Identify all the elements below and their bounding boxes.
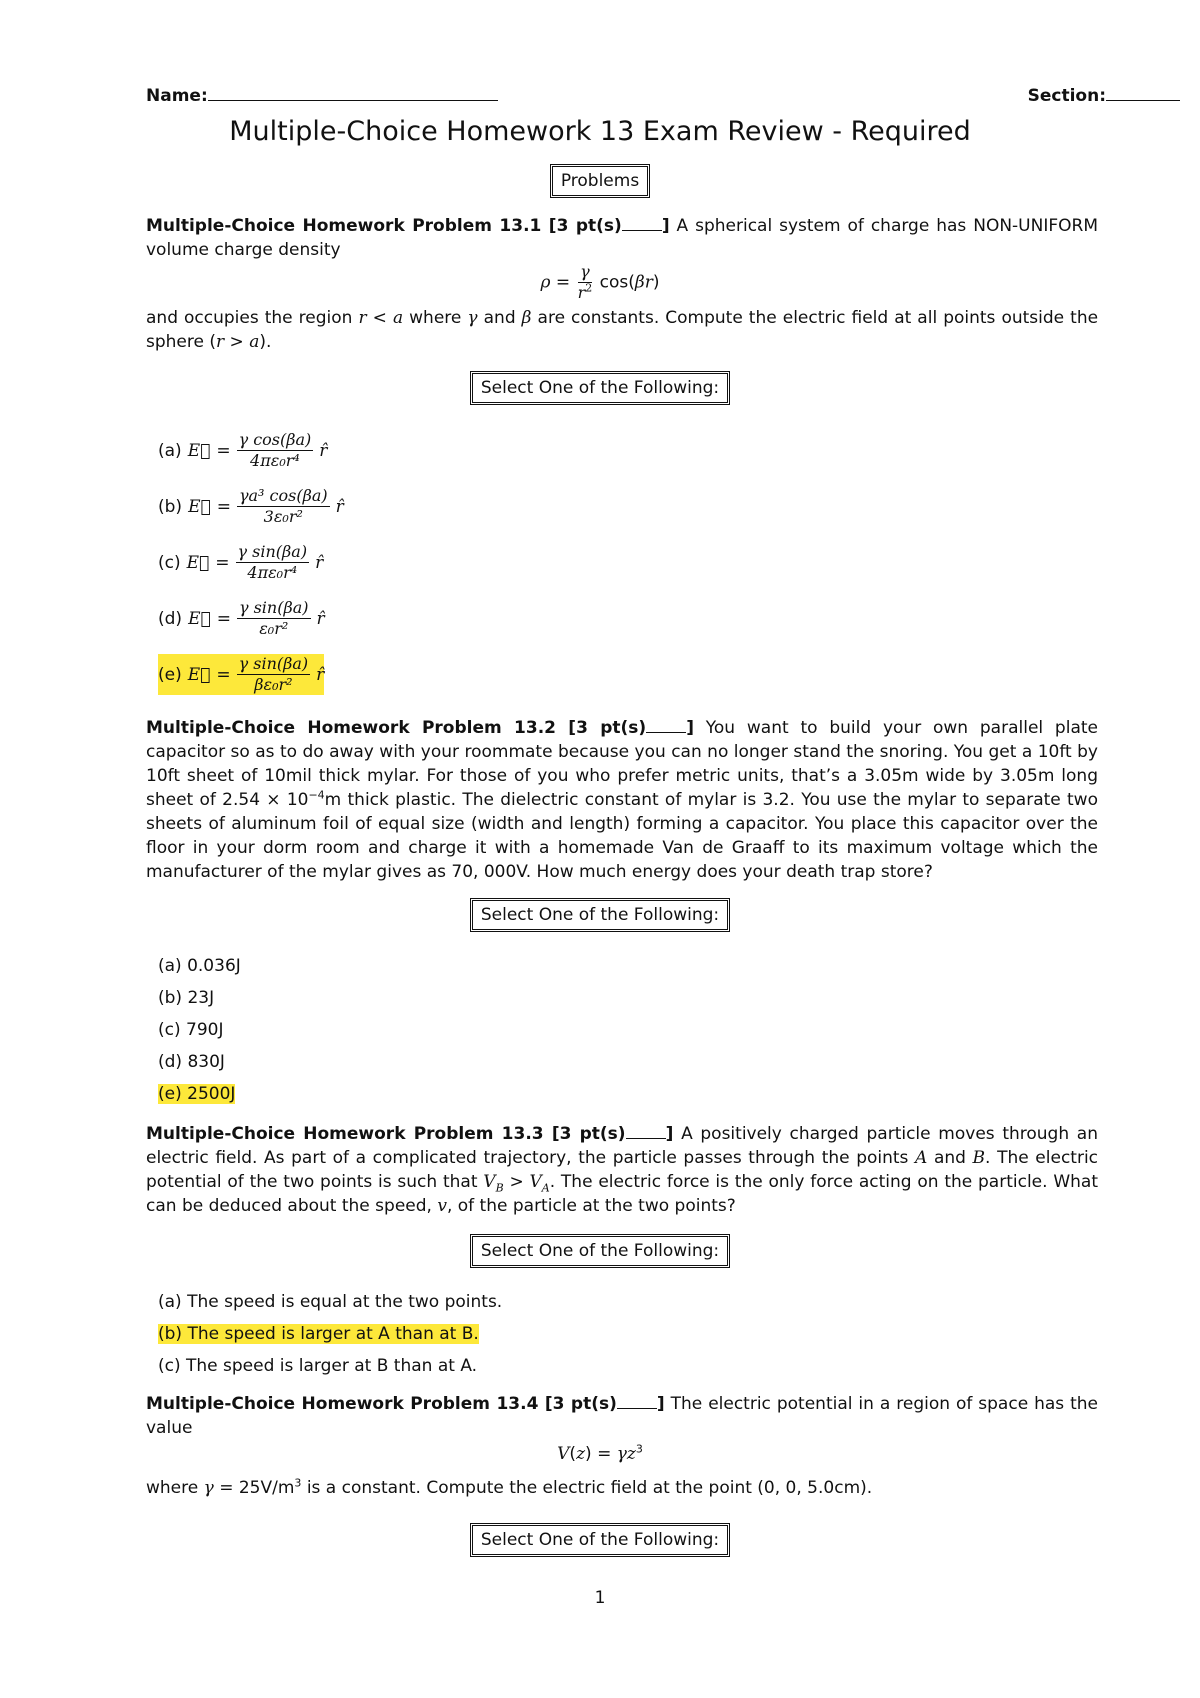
option-13-2-e[interactable]: (e) 2500J <box>158 1084 236 1104</box>
problem-13-4-heading: Multiple-Choice Homework Problem 13.4 [3 pt(s) <box>146 1394 617 1414</box>
charge-density-equation: ρ = $\frac{\gamma}{r^2}$ cos(βr) <box>540 262 660 302</box>
option-13-1-b[interactable]: (b) E⃗ = $\frac{\text{γa³ cos(βa)}}{\text{3ε₀r²}}$ r̂ <box>158 486 344 526</box>
option-13-2-a[interactable]: (a) 0.036J <box>158 956 241 976</box>
option-13-2-b[interactable]: (b) 23J <box>158 988 215 1008</box>
problem-13-4-text-2: where $\gamma = 25V/m^3$ is a constant. Compute the electric field at the point (0, 0, 5.0cm). <box>146 1476 873 1498</box>
option-13-3-c[interactable]: (c) The speed is larger at B than at A. <box>158 1356 478 1376</box>
option-13-2-c[interactable]: (c) 790J <box>158 1020 224 1040</box>
problem-13-2-text: Multiple-Choice Homework Problem 13.2 [3 pt(s) ] You want to build your own parallel plate capacitor so as to do away with your roommate because you can no longer stand the snoring. You get a 10ft by 10ft sheet of 10mil thick mylar. For those of you who prefer metric units, that’s a 3.05m wide by 3.05m long sheet of $2.54 \times 10^{-4}m$ thick plastic. The dielectric constant of mylar is 3.2. You use the mylar to separate two sheets of aluminum foil of equal size (width and length) forming a capacitor. You place this capacitor over the floor in your dorm room and charge it with a homemade Van de Graaff to its maximum voltage which the manufacturer of the mylar gives as 70, 000V. How much energy does your death trap store? <box>146 718 1098 882</box>
select-box-2: Select One of the Following: <box>0 900 1200 930</box>
problem-13-3-heading: Multiple-Choice Homework Problem 13.3 [3 pt(s) <box>146 1124 626 1144</box>
option-13-3-b[interactable]: (b) The speed is larger at A than at B. <box>158 1324 479 1344</box>
section-field[interactable] <box>1028 84 1180 106</box>
problem-13-1-heading: Multiple-Choice Homework Problem 13.1 [3 pt(s) <box>146 216 622 236</box>
select-box-4: Select One of the Following: <box>0 1525 1200 1555</box>
select-box-3: Select One of the Following: <box>0 1236 1200 1266</box>
name-field[interactable] <box>146 84 498 106</box>
option-13-3-a[interactable]: (a) The speed is equal at the two points. <box>158 1292 503 1312</box>
problem-13-1-text-2: and occupies the region r < a where γ and β are constants. Compute the electric field at all points outside the sphere (r > a). <box>146 308 1099 352</box>
option-13-1-c[interactable]: (c) E⃗ = $\frac{\text{γ sin(βa)}}{\text{4πε₀r⁴}}$ r̂ <box>158 542 324 582</box>
page-number: 1 <box>594 1588 606 1608</box>
option-13-1-e[interactable]: (e) E⃗ = $\frac{\text{γ sin(βa)}}{\text{βε₀r²}}$ r̂ <box>158 654 325 694</box>
header-row <box>146 84 1180 108</box>
potential-equation: $V(z) = \gamma z^3$ <box>557 1442 643 1464</box>
problem-13-2-heading: Multiple-Choice Homework Problem 13.2 [3 pt(s) <box>146 718 647 738</box>
page-title: Multiple-Choice Homework 13 Exam Review - Required <box>229 116 971 147</box>
problem-13-1-text: Multiple-Choice Homework Problem 13.1 [3 pt(s) ] A spherical system of charge has NON-UNIFORM volume charge density <box>146 216 1098 260</box>
problems-box: Problems <box>0 166 1200 196</box>
option-13-1-a[interactable]: (a) E⃗ = $\frac{\text{γ cos(βa)}}{\text{4πε₀r⁴}}$ r̂ <box>158 430 328 470</box>
option-13-2-d[interactable]: (d) 830J <box>158 1052 225 1072</box>
select-box-1: Select One of the Following: <box>0 373 1200 403</box>
option-13-1-d[interactable]: (d) E⃗ = $\frac{\text{γ sin(βa)}}{\text{ε₀r²}}$ r̂ <box>158 598 325 638</box>
section-label: Section: <box>1027 86 1106 106</box>
problem-13-3-text: Multiple-Choice Homework Problem 13.3 [3 pt(s) ] A positively charged particle moves through an electric field. As part of a complicated trajectory, the particle passes through the points A and B. The electric potential of the two points is such that $V_B > V_A$. The electric force is the only force acting on the particle. What can be deduced about the speed, v, of the particle at the two points? <box>146 1124 1099 1216</box>
problem-13-4-text: Multiple-Choice Homework Problem 13.4 [3 pt(s) ] The electric potential in a region of space has the value <box>146 1394 1099 1438</box>
name-label: Name: <box>146 86 208 106</box>
